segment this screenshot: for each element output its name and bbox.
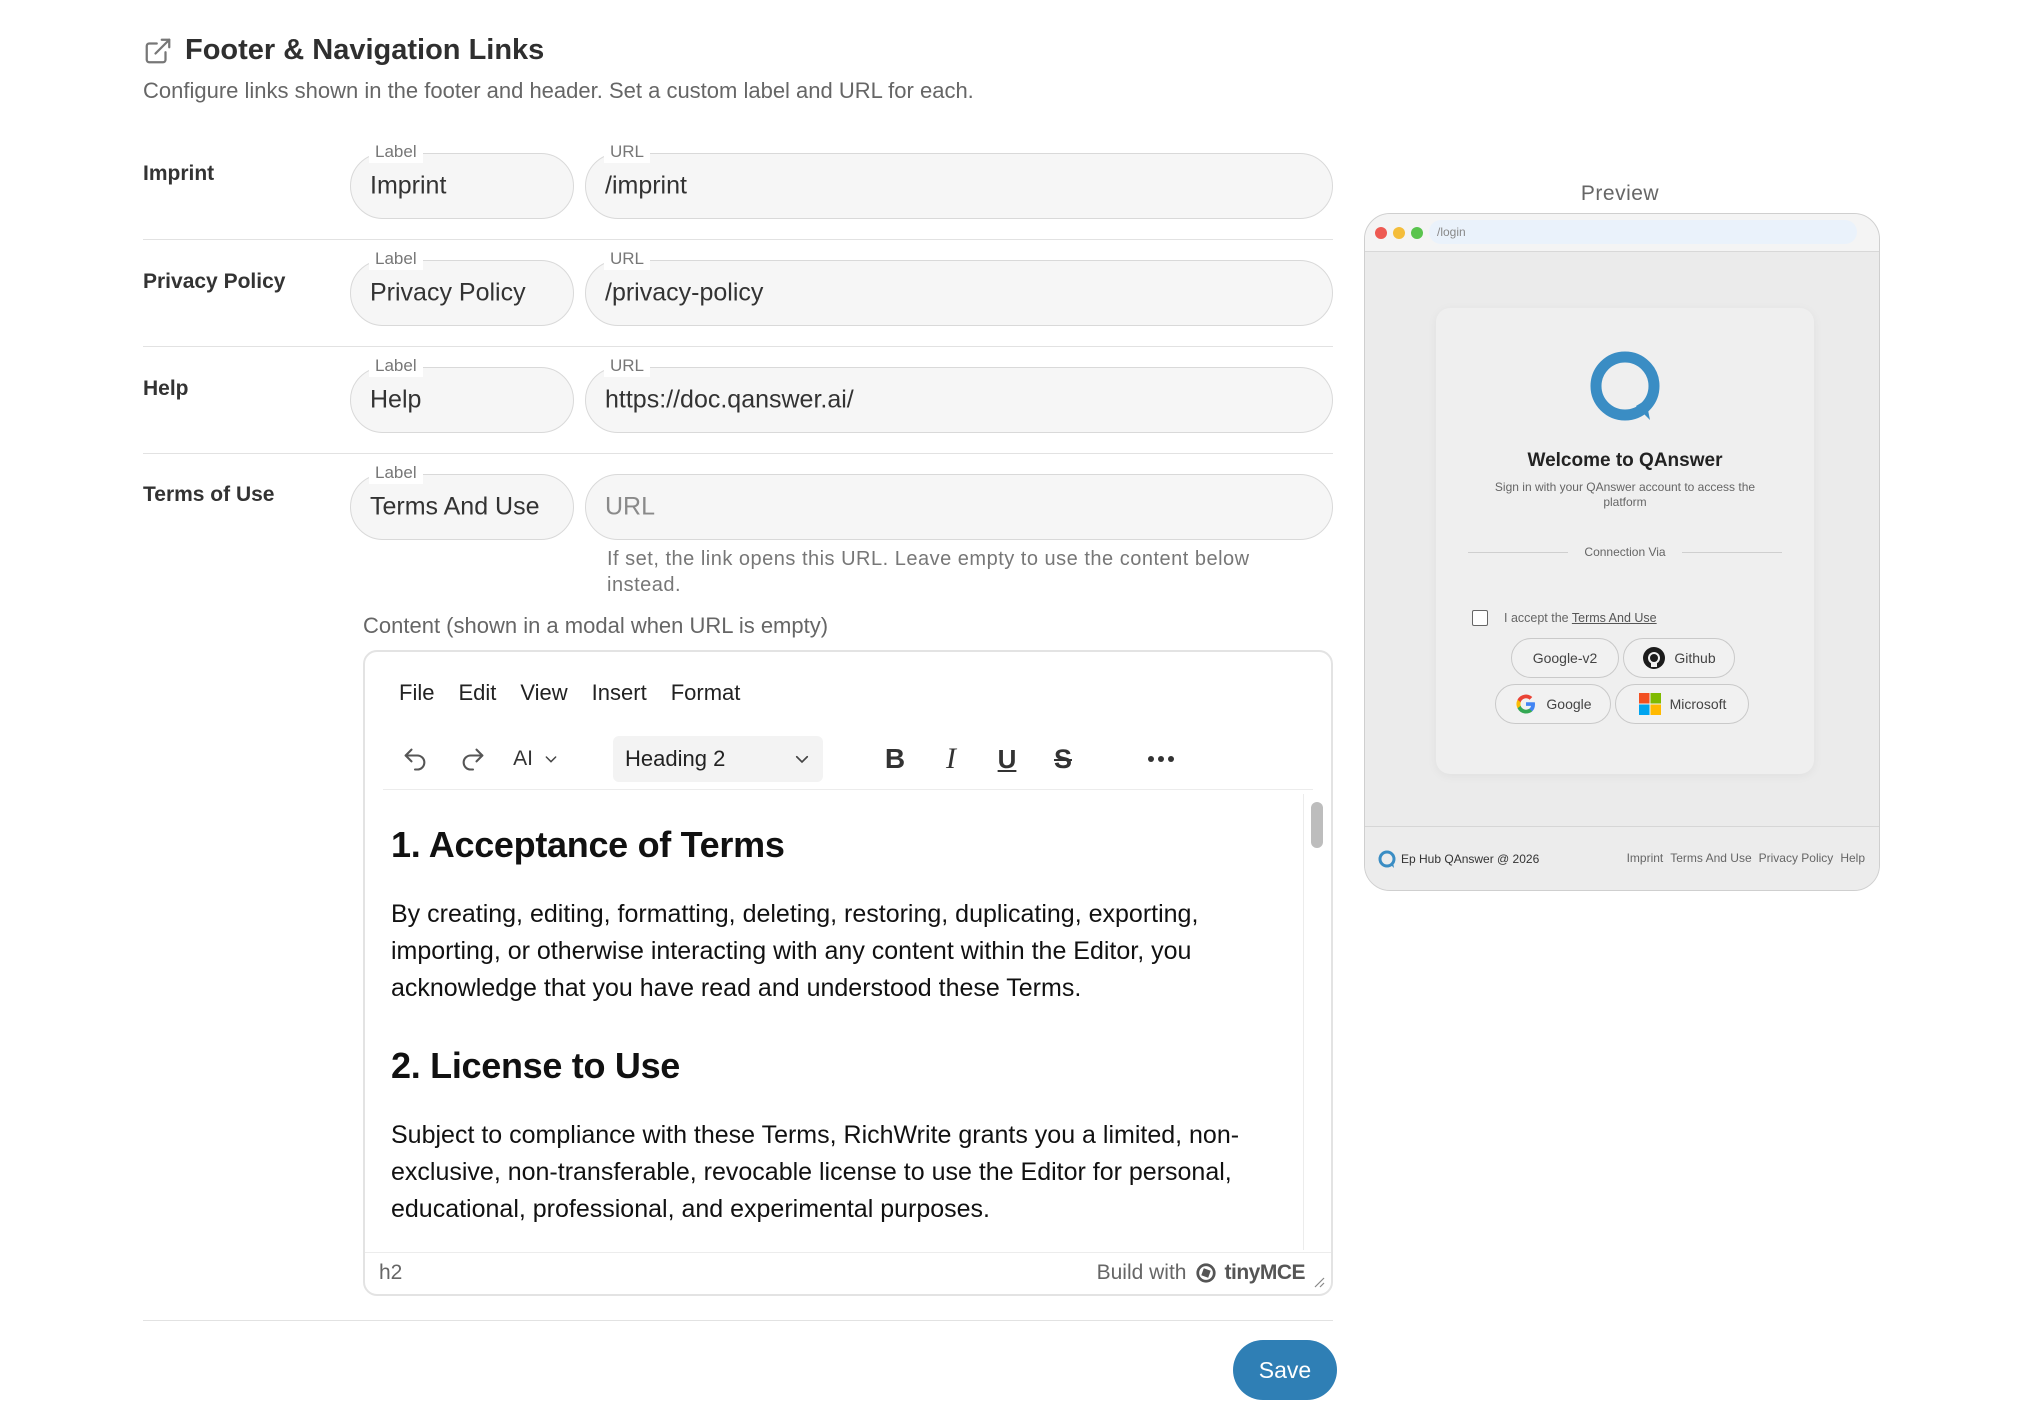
github-icon [1642,646,1666,670]
divider [143,239,1333,240]
terms-link[interactable]: Terms And Use [1571,611,1657,625]
login-preview [1364,213,1880,891]
microsoft-icon [1638,692,1662,716]
content-paragraph: By creating, editing, formatting, deleting, restoring, duplicating, exporting, importing, or otherwise interacting with any content within the Editor, you acknowledge that you have read and understood these Terms. [391,900,1199,1002]
row-label-imprint: Imprint [143,162,215,185]
maximize-dot-icon [1411,227,1423,239]
provider-github-button[interactable] [1623,638,1735,678]
undo-button[interactable] [395,738,435,780]
menu-view[interactable]: View [520,680,568,705]
footer-link-terms[interactable]: Terms And Use [1670,851,1752,865]
editor-content[interactable] [365,794,1313,1250]
bold-button[interactable] [877,738,913,780]
field-value: /privacy-policy [605,278,764,307]
external-link-icon [143,36,173,66]
row-label-terms: Terms of Use [143,483,275,506]
branding-name: tinyMCE [1224,1261,1305,1284]
welcome-title: Welcome to QAnswer [1527,450,1723,471]
imprint-url-field[interactable] [585,142,1333,219]
divider-line [1682,552,1782,553]
editor-scrollbar[interactable] [1303,794,1331,1250]
scrollbar-thumb[interactable] [1311,802,1323,848]
strikethrough-button[interactable] [1045,738,1081,780]
connection-divider [1468,544,1782,560]
editor-statusbar [365,1252,1331,1294]
terms-url-field[interactable] [585,474,1333,540]
bold-icon: B [884,743,906,774]
rich-text-editor [363,650,1333,1296]
footer-brand [1377,849,1539,869]
resize-handle-icon[interactable] [1313,1276,1325,1288]
tinymce-logo-icon [1195,1262,1217,1284]
qanswer-logo-icon [1586,348,1664,426]
divider [143,1320,1333,1321]
login-card [1436,308,1814,774]
help-url-field[interactable] [585,356,1333,433]
field-value: /imprint [605,171,687,200]
content-paragraph: Subject to compliance with these Terms, RichWrite grants you a limited, non-exclusive, non-transferable, revocable license to use the Editor for personal, educational, professional, and experimental purposes. [391,1121,1240,1223]
qanswer-logo-icon [1377,849,1397,869]
field-value: Imprint [370,171,447,200]
footer-brand-text: Ep Hub QAnswer @ 2026 [1401,852,1540,866]
provider-label: Google-v2 [1532,650,1598,666]
privacy-url-field[interactable] [585,249,1333,326]
chevron-down-icon [543,751,559,767]
field-value: https://doc.qanswer.ai/ [605,385,854,414]
footer-link-help[interactable]: Help [1840,851,1865,865]
footer-link-privacy[interactable]: Privacy Policy [1758,851,1834,865]
field-legend: Label [369,248,423,270]
content-heading: 1. Acceptance of Terms [391,824,785,865]
row-label-privacy-policy: Privacy Policy [143,270,286,293]
ai-menu-button[interactable] [507,738,565,780]
field-legend: Label [369,355,423,377]
field-legend: URL [604,141,650,163]
provider-label: Github [1674,650,1716,666]
browser-chrome [1365,214,1879,252]
row-label-help: Help [143,377,189,400]
accept-text [1504,611,1657,625]
footer-link-imprint[interactable]: Imprint [1626,851,1664,865]
accept-checkbox[interactable] [1472,610,1488,626]
ai-label: AI [513,747,533,770]
divider [143,346,1333,347]
footer-links [1627,851,1865,865]
editor-menubar [399,680,740,706]
menu-insert[interactable]: Insert [591,680,647,705]
divider [143,453,1333,454]
italic-icon: I [946,742,956,775]
section-header [143,34,544,67]
preview-footer [1365,826,1879,890]
privacy-label-field[interactable] [350,249,574,326]
more-button[interactable] [1141,738,1181,780]
help-label-field[interactable] [350,356,574,433]
url-helper-text: If set, the link opens this URL. Leave empty to use the content below instead. [607,548,1250,596]
chevron-down-icon [793,750,811,768]
field-value: Privacy Policy [370,278,526,307]
preview-url-bar: /login [1429,220,1857,244]
field-value: Terms And Use [370,492,540,521]
strikethrough-icon: S [1053,743,1072,774]
element-path[interactable]: h2 [379,1261,403,1284]
menu-format[interactable]: Format [670,680,741,705]
preview-title: Preview [1580,182,1660,205]
content-label: Content (shown in a modal when URL is empty) [363,613,829,638]
menu-edit[interactable]: Edit [458,680,497,705]
editor-toolbar [383,730,1313,790]
accept-terms [1472,610,1657,626]
underline-button[interactable] [989,738,1025,780]
accept-prefix: I accept the [1504,611,1569,625]
content-heading: 2. License to Use [391,1045,681,1086]
connection-label: Connection Via [1584,545,1666,559]
section-description: Configure links shown in the footer and header. Set a custom label and URL for each. [143,78,974,103]
provider-google-button[interactable] [1495,684,1611,724]
branding-prefix: Build with [1096,1261,1187,1284]
provider-google-v2-button[interactable] [1511,638,1619,678]
provider-label: Microsoft [1669,696,1727,712]
close-dot-icon [1375,227,1387,239]
undo-icon [401,745,429,773]
field-legend: URL [604,355,650,377]
menu-file[interactable]: File [399,680,435,705]
more-icon [1147,755,1175,763]
terms-label-field[interactable] [350,463,574,540]
google-icon [1514,692,1538,716]
provider-label: Google [1546,696,1592,712]
section-title: Footer & Navigation Links [185,34,545,66]
italic-button[interactable] [933,738,969,780]
block-format-value: Heading 2 [625,746,726,771]
block-format-select[interactable] [613,736,823,782]
imprint-label-field[interactable] [350,142,574,219]
url-placeholder: URL [605,492,656,521]
redo-button[interactable] [453,738,493,780]
underline-icon: U [997,743,1017,774]
redo-icon [459,745,487,773]
field-value: Help [370,385,422,414]
provider-microsoft-button[interactable] [1615,684,1749,724]
minimize-dot-icon [1393,227,1405,239]
field-legend: URL [604,248,650,270]
editor-branding[interactable] [1097,1261,1305,1285]
welcome-subtitle: Sign in with your QAnswer account to access the platform [1494,480,1756,509]
field-legend: Label [369,141,423,163]
field-legend: Label [369,462,423,484]
save-button[interactable]: Save [1233,1340,1337,1400]
